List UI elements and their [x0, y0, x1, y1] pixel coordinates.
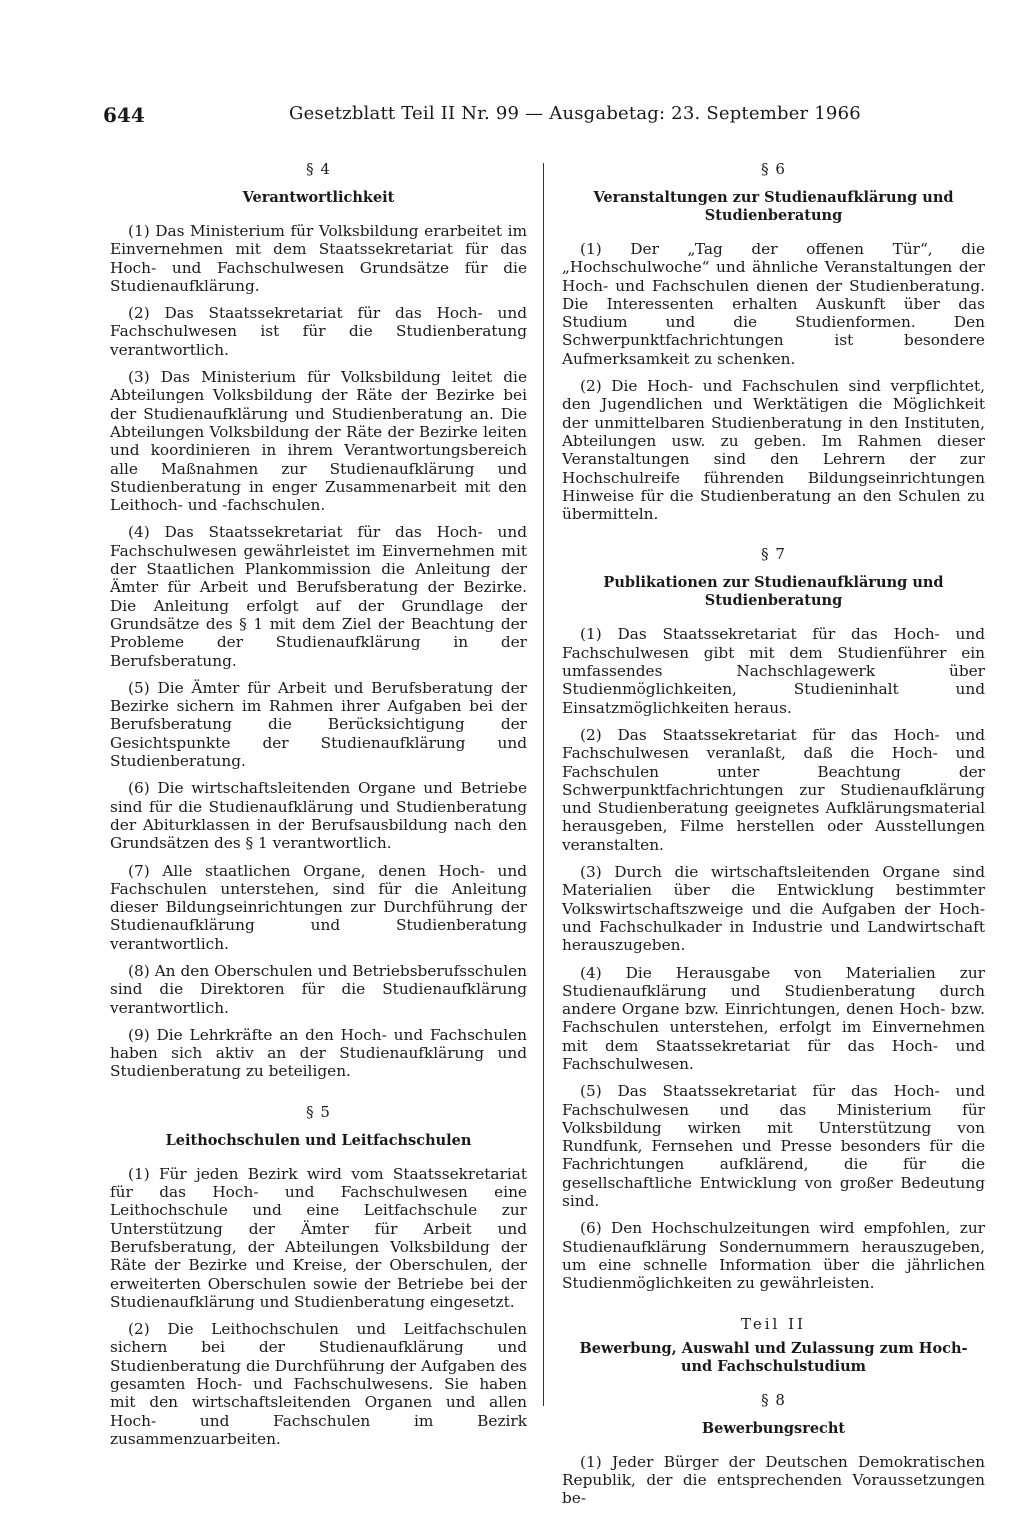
section-number: § 7 — [761, 545, 786, 564]
paragraph: (6) Die wirtschaftsleitenden Organe und Betriebe sind für die Studienaufklärung und Studienberatung der Abiturklassen in der Berufsausbildung nach den Grundsätzen des § 1 verantwortlich. — [110, 779, 527, 853]
part-title: Bewerbung, Auswahl und Zulassung zum Hoch- und Fachschulstudium — [579, 1339, 968, 1375]
section-title: Verantwortlichkeit — [242, 189, 395, 206]
paragraph: (2) Das Staatssekretariat für das Hoch- und Fachschulwesen veranlaßt, daß die Hoch- und Fachschulen unter Beachtung der Schwerpunktfachrichtungen zur Studienaufklärung und Studienberatung geeignetes Aufklärungsmaterial herausgeben, Filme herstellen oder Ausstellungen veranstalten. — [562, 725, 985, 854]
section-title: Veranstaltungen zur Studienaufklärung und Studienberatung — [593, 189, 954, 224]
paragraph: (2) Die Leithochschulen und Leitfachschulen sichern bei der Studienaufklärung und Studienberatung die Durchführung der Aufgaben des gesamten Hoch- und Fachschulwesens. Sie haben mit den wirtschaftsleitenden Organen und allen Hoch- und Fachschulen im Bezirk zusammenzuarbeiten. — [110, 1320, 527, 1448]
paragraph: (1) Für jeden Bezirk wird vom Staatssekretariat für das Hoch- und Fachschulwesen eine Leithochschule und eine Leitfachschule zur Unterstützung der Ämter für Arbeit und Berufsberatung, der Abteilungen Volksbildung der Räte der Bezirke und Kreise, der Oberschulen, der erweiterten Oberschulen sowie der Betriebe bei der Studienaufklärung und Studienberatung eingesetzt. — [110, 1164, 527, 1311]
section-8 — [562, 1391, 985, 1508]
right-column — [562, 160, 985, 1507]
running-head: Gesetzblatt Teil II Nr. 99 — Ausgabetag: 23. September 1966 — [289, 103, 861, 124]
section-6 — [562, 160, 985, 523]
section-4 — [110, 160, 527, 1081]
paragraph: (1) Der „Tag der offenen Tür“, die „Hochschulwoche“ und ähnliche Veranstaltungen der Hoch- und Fachschulen dienen der Studienberatung. Die Interessenten erhalten Auskunft über das Studium und die Studienformen. Den Schwerpunktfachrichtungen ist besondere Aufmerksamkeit zu schenken. — [562, 240, 985, 368]
paragraph: (2) Die Hoch- und Fachschulen sind verpflichtet, den Jugendlichen und Werktätigen die Möglichkeit der unmittelbaren Studienberatung in den Instituten, Abteilungen usw. zu geben. Im Rahmen dieser Veranstaltungen sind den Lehrern der zur Hochschulreife führenden Bildungseinrichtungen Hinweise für die Studienberatung an den Schulen zu übermitteln. — [562, 377, 985, 524]
column-divider — [543, 163, 544, 1406]
page-header — [103, 103, 983, 139]
paragraph: (5) Die Ämter für Arbeit und Berufsberatung der Bezirke sichern im Rahmen ihrer Aufgaben bei der Berufsberatung die Berücksichtigung der Gesichtspunkte der Studienaufklärung und Studienberatung. — [110, 678, 527, 771]
section-number: § 5 — [306, 1102, 331, 1121]
section-title: Publikationen zur Studienaufklärung und Studienberatung — [603, 574, 944, 610]
part-label: Teil II — [741, 1314, 806, 1333]
section-5 — [110, 1103, 527, 1448]
paragraph: (2) Das Staatssekretariat für das Hoch- und Fachschulwesen ist für die Studienberatung verantwortlich. — [110, 304, 527, 359]
section-title: Bewerbungsrecht — [701, 1419, 846, 1437]
section-number: § 6 — [761, 160, 786, 178]
paragraph: (1) Das Staatssekretariat für das Hoch- und Fachschulwesen gibt mit dem Studienführer ein umfassendes Nachschlagewerk über Studienmöglichkeiten, Studieninhalt und Einsatzmöglichkeiten heraus. — [562, 625, 985, 717]
page-number: 644 — [103, 103, 145, 127]
part-2 — [562, 1315, 985, 1376]
section-number: § 8 — [761, 1390, 786, 1409]
section-title: Leithochschulen und Leitfachschulen — [165, 1131, 472, 1149]
paragraph: (6) Den Hochschulzeitungen wird empfohlen, zur Studienaufklärung Sondernummern herauszugeben, um eine schnelle Information über die jährlichen Studienmöglichkeiten zu gewährleisten. — [562, 1219, 985, 1293]
paragraph: (4) Das Staatssekretariat für das Hoch- und Fachschulwesen gewährleistet im Einvernehmen mit der Staatlichen Plankommission die Anleitung der Ämter für Arbeit und Berufsberatung der Bezirke. Die Anleitung erfolgt auf der Grundlage der Grundsätze des § 1 mit dem Ziel der Beachtung der Probleme der Studienaufklärung in der Berufsberatung. — [110, 523, 527, 670]
paragraph: (1) Das Ministerium für Volksbildung erarbeitet im Einvernehmen mit dem Staatssekretariat für das Hoch- und Fachschulwesen Grundsätze für die Studienaufklärung. — [110, 222, 527, 295]
paragraph: (7) Alle staatlichen Organe, denen Hoch- und Fachschulen unterstehen, sind für die Anleitung dieser Bildungseinrichtungen zur Durchführung der Studienaufklärung und Studienberatung verantwortlich. — [110, 861, 527, 953]
section-7 — [562, 545, 985, 1292]
left-column — [110, 160, 527, 1448]
paragraph: (9) Die Lehrkräfte an den Hoch- und Fachschulen haben sich aktiv an der Studienaufklärung und Studienberatung zu beteiligen. — [110, 1025, 527, 1081]
paragraph: (3) Durch die wirtschaftsleitenden Organe sind Materialien über die Entwicklung bestimmter Volkswirtschaftszweige und die Aufgaben der Hoch- und Fachschulkader in Industrie und Landwirtschaft herauszugeben. — [562, 863, 985, 955]
paragraph: (5) Das Staatssekretariat für das Hoch- und Fachschulwesen und das Ministerium für Volksbildung wirken mit Unterstützung von Rundfunk, Fernsehen und Presse besonders für die Fachrichtungen aufklärend, die für die gesellschaftliche Entwicklung von großer Bedeutung sind. — [562, 1082, 985, 1211]
paragraph: (8) An den Oberschulen und Betriebsberufsschulen sind die Direktoren für die Studienaufklärung verantwortlich. — [110, 961, 527, 1017]
paragraph: (3) Das Ministerium für Volksbildung leitet die Abteilungen Volksbildung der Räte der Bezirke bei der Studienaufklärung und Studienberatung an. Die Abteilungen Volksbildung der Räte der Bezirke leiten und koordinieren in ihrem Verantwortungsbereich alle Maßnahmen zur Studienaufklärung und Studienberatung in enger Zusammenarbeit mit den Leithoch- und -fachschulen. — [110, 368, 527, 515]
section-number: § 4 — [306, 160, 331, 178]
paragraph: (1) Jeder Bürger der Deutschen Demokratischen Republik, der die entsprechenden Voraussetzungen be- — [562, 1452, 985, 1508]
paragraph: (4) Die Herausgabe von Materialien zur Studienaufklärung und Studienberatung durch andere Organe bzw. Einrichtungen, denen Hoch- bzw. Fachschulen unterstehen, erfolgt im Einvernehmen mit dem Staatssekretariat für das Hoch- und Fachschulwesen. — [562, 963, 985, 1073]
